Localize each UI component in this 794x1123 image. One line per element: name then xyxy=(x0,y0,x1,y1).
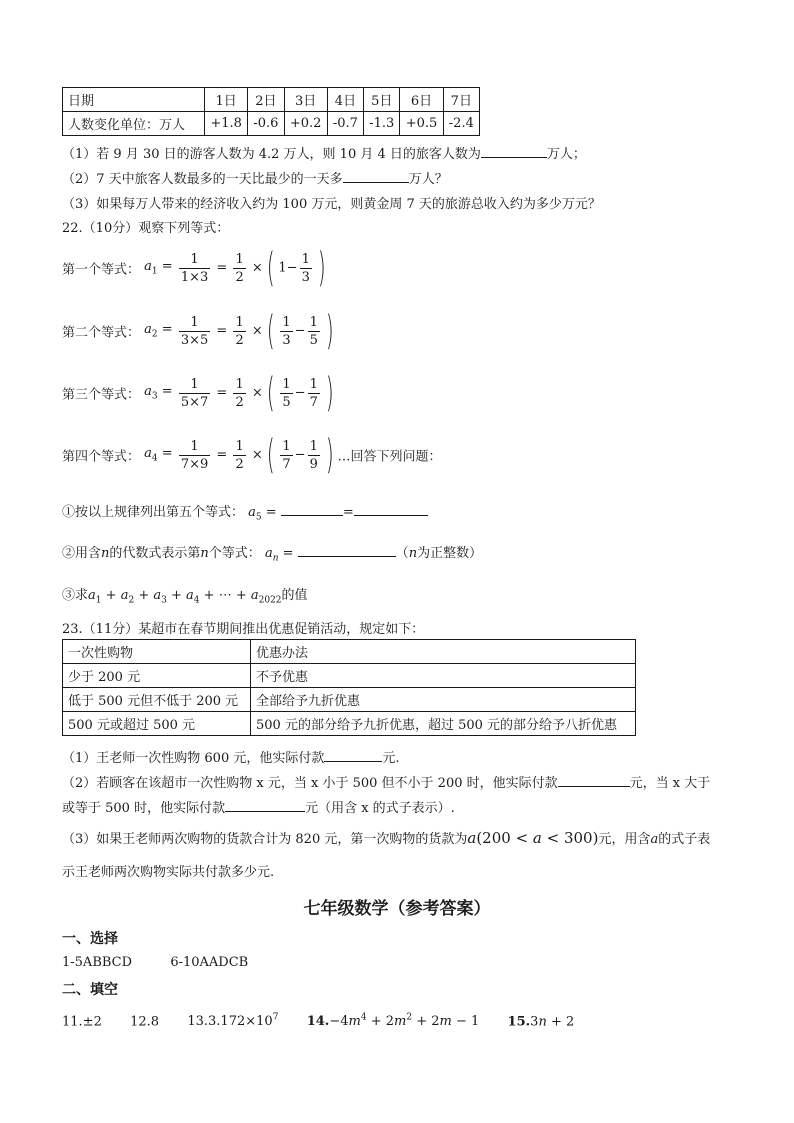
fraction xyxy=(280,438,292,473)
fraction xyxy=(233,251,245,286)
equation-tail: …回答下列问题： xyxy=(337,449,442,465)
numerator: 1 xyxy=(282,314,291,330)
numerator: 1 xyxy=(309,376,318,392)
question-text: （3）如果王老师两次购物的货款合计为 820 元，第一次购物的货款为 xyxy=(62,832,468,847)
table-header-cell: 日期 xyxy=(63,88,205,112)
denominator: 9 xyxy=(309,456,318,472)
value-cell: +0.2 xyxy=(284,112,327,136)
numerator: 1 xyxy=(235,314,244,330)
table-cell: 少于 200 元 xyxy=(63,664,251,688)
q21-part1-text: （1）若 9 月 30 日的游客人数为 4.2 万人，则 10 月 4 日的旅客人数为 xyxy=(62,147,481,162)
fill-answers xyxy=(62,1013,574,1029)
q21-part1-unit: 万人； xyxy=(546,147,586,162)
denominator: 5 xyxy=(309,332,318,348)
denominator: 3×5 xyxy=(180,332,209,348)
q22-question-1: ①按以上规律列出第五个等式： $a_5$ = = xyxy=(62,501,428,523)
table-row xyxy=(63,712,636,736)
fraction xyxy=(179,376,210,411)
equation-3: 第三个等式： $a_3$ = $\frac{1}{5\times 7}$ = $\frac{1}{2}$ ×( $\frac{1}{5}$ − $\frac{1}{7}$ ) xyxy=(62,370,334,416)
q23-part2-line1 xyxy=(62,772,710,791)
question-text: 元，用含 xyxy=(598,832,651,847)
answer-blank xyxy=(225,799,305,812)
denominator: 2 xyxy=(235,332,244,348)
q23-part3-line1: （3）如果王老师两次购物的货款合计为 820 元，第一次购物的货款为a(200 < a < 300)元，用含a的式子表 xyxy=(62,829,711,847)
equation-label: 第一个等式： xyxy=(62,262,141,278)
numerator: 1 xyxy=(235,251,244,267)
q21-part3: （3）如果每万人带来的经济收入约为 100 万元，则黄金周 7 天的旅游总收入约为多少万元？ xyxy=(62,197,601,212)
table-cell: 不予优惠 xyxy=(251,664,636,688)
question-text: ③求 xyxy=(62,588,89,603)
q23-heading: 23.（11分）某超市在春节期间推出优惠促销活动，规定如下： xyxy=(62,622,425,637)
q22-question-2: ②用含n的代数式表示第n个等式： $a_n = (n$为正整数） xyxy=(62,546,483,564)
day-cell: 7日 xyxy=(443,88,479,112)
equation-label: 第三个等式： xyxy=(62,387,141,403)
q23-part2-line2 xyxy=(62,797,455,816)
numerator: 1 xyxy=(301,251,310,267)
table-row xyxy=(63,688,636,712)
table-cell: 一次性购物 xyxy=(63,640,251,664)
answer-item: 11.±2 xyxy=(62,1014,102,1030)
equation-2: 第二个等式： $a_2$ = $\frac{1}{3\times 5}$ = $\frac{1}{2}$ ×( $\frac{1}{3}$ − $\frac{1}{5}$ ) xyxy=(62,308,334,354)
answer-item-number: 14. xyxy=(306,1014,330,1030)
answer-blank xyxy=(481,145,547,158)
day-cell: 5日 xyxy=(364,88,400,112)
numerator: 1 xyxy=(235,438,244,454)
table-row-label: 人数变化单位：万人 xyxy=(63,112,205,136)
question-text: 元（用含 x 的式子表示）. xyxy=(305,801,455,816)
denominator: 5×7 xyxy=(180,394,209,410)
answer-blank xyxy=(558,774,630,787)
equation-1: 第一个等式： $a_1$ = $\frac{1}{1\times 3}$ = $\frac{1}{2}$ ×( 1− $\frac{1}{3}$ ) xyxy=(62,245,326,291)
equation-subscript: 3 xyxy=(151,391,158,402)
table-cell: 优惠办法 xyxy=(251,640,636,664)
question-text: 的值 xyxy=(281,588,308,603)
equation-subscript: 2 xyxy=(151,329,158,340)
fraction xyxy=(308,438,320,473)
answer-blank xyxy=(281,503,343,516)
numerator: 1 xyxy=(309,438,318,454)
question-text: 元，当 x 大于 xyxy=(629,776,711,791)
table-row xyxy=(63,640,636,664)
day-cell: 6日 xyxy=(400,88,443,112)
discount-table xyxy=(62,639,636,736)
fraction xyxy=(308,376,320,411)
q21-part1 xyxy=(62,143,586,162)
denominator: 1×3 xyxy=(180,269,209,285)
question-text: 的代数式表示第 xyxy=(109,546,201,561)
numerator: 1 xyxy=(190,251,199,267)
answer-group: 6-10AADCB xyxy=(170,955,249,970)
question-text: （1）王老师一次性购物 600 元，他实际付款 xyxy=(62,751,325,766)
section-choice-heading: 一、选择 xyxy=(62,931,118,947)
answer-blank xyxy=(354,503,428,516)
table-row xyxy=(63,664,636,688)
answer-item: 15.3n + 2 xyxy=(507,1014,575,1030)
answer-blank xyxy=(298,544,396,557)
answer-item xyxy=(187,1014,278,1029)
answer-item: 12.8 xyxy=(130,1014,160,1030)
fraction xyxy=(300,251,312,286)
table-row xyxy=(63,112,480,136)
denominator: 3 xyxy=(282,332,291,348)
value-cell: +0.5 xyxy=(400,112,443,136)
numerator: 1 xyxy=(190,314,199,330)
fraction xyxy=(179,314,210,349)
answer-group: 1-5ABBCD xyxy=(62,955,133,970)
value-cell: -0.6 xyxy=(248,112,284,136)
numerator: 1 xyxy=(235,376,244,392)
question-text: ②用含 xyxy=(62,546,102,561)
denominator: 5 xyxy=(282,394,291,410)
fraction xyxy=(179,438,210,473)
numerator: 1 xyxy=(190,438,199,454)
q23-part3-line2: 示王老师两次购物实际共付款多少元. xyxy=(62,865,275,880)
fraction xyxy=(179,251,210,286)
value-cell: -0.7 xyxy=(327,112,363,136)
equation-label: 第二个等式： xyxy=(62,325,141,341)
denominator: 7 xyxy=(309,394,318,410)
fraction xyxy=(280,376,292,411)
question-text: （ xyxy=(395,546,409,561)
numerator: 1 xyxy=(282,376,291,392)
day-cell: 2日 xyxy=(248,88,284,112)
q21-part2 xyxy=(62,168,448,187)
q21-part2-unit: 万人？ xyxy=(408,172,448,187)
fraction xyxy=(280,314,292,349)
numerator: 1 xyxy=(190,376,199,392)
q23-part1 xyxy=(62,747,400,766)
answer-blank xyxy=(343,170,409,183)
denominator: 7 xyxy=(282,456,291,472)
table-row xyxy=(63,88,480,112)
table-cell: 全部给予九折优惠 xyxy=(251,688,636,712)
denominator: 2 xyxy=(235,394,244,410)
answer-item-number: 15. xyxy=(507,1014,531,1030)
table-cell: 500 元或超过 500 元 xyxy=(63,712,251,736)
visitor-change-table xyxy=(62,87,480,136)
value-cell: -1.3 xyxy=(364,112,400,136)
q22-question-3: ③求$a_1 + a_2 + a_3 + a_4$ + ⋯ + $a_{2022}$的值 xyxy=(62,588,308,606)
equation-label: 第四个等式： xyxy=(62,449,141,465)
answer-blank xyxy=(324,749,382,762)
answer-item: $14.-4m^4 + 2m^2 + 2m - 1$ xyxy=(306,1013,480,1030)
fraction xyxy=(308,314,320,349)
question-text: 个等式： xyxy=(208,546,261,561)
question-text: （2）若顾客在该超市一次性购物 x 元，当 x 小于 500 但不小于 200 时，他实际付款 xyxy=(62,776,558,791)
fraction xyxy=(233,314,245,349)
exponent: 7 xyxy=(272,1013,279,1023)
table-cell: 500 元的部分给予九折优惠，超过 500 元的部分给予八折优惠 xyxy=(251,712,636,736)
table-cell: 低于 500 元但不低于 200 元 xyxy=(63,688,251,712)
answer-item-text: 13.3.172×10 xyxy=(187,1014,273,1030)
day-cell: 4日 xyxy=(327,88,363,112)
fraction xyxy=(233,438,245,473)
denominator: 2 xyxy=(235,269,244,285)
question-text: 元. xyxy=(382,751,400,766)
denominator: 3 xyxy=(301,269,310,285)
fraction xyxy=(233,376,245,411)
inner-term: 1− xyxy=(278,260,298,276)
question-text: ①按以上规律列出第五个等式： xyxy=(62,505,245,520)
day-cell: 1日 xyxy=(205,88,248,112)
answer-key-title: 七年级数学（参考答案） xyxy=(303,899,491,919)
equation-4: 第四个等式： $a_4$ = $\frac{1}{7\times 9}$ = $\frac{1}{2}$ ×( $\frac{1}{7}$ − $\frac{1}{9}$ ) …回答下列问题： xyxy=(62,432,442,478)
value-cell: -2.4 xyxy=(443,112,479,136)
numerator: 1 xyxy=(309,314,318,330)
question-text: 的式子表 xyxy=(658,832,711,847)
value-cell: +1.8 xyxy=(205,112,248,136)
denominator: 7×9 xyxy=(180,456,209,472)
denominator: 2 xyxy=(235,456,244,472)
choice-answers xyxy=(62,955,248,970)
equation-subscript: 4 xyxy=(151,453,158,464)
equation-subscript: 1 xyxy=(151,266,158,277)
question-text: 为正整数） xyxy=(417,546,483,561)
numerator: 1 xyxy=(282,438,291,454)
section-fill-heading: 二、填空 xyxy=(62,982,118,998)
question-text: 或等于 500 时，他实际付款 xyxy=(62,801,226,816)
q22-heading: 22.（10分）观察下列等式： xyxy=(62,221,230,236)
q21-part2-text: （2）7 天中旅客人数最多的一天比最少的一天多 xyxy=(62,172,343,187)
day-cell: 3日 xyxy=(284,88,327,112)
